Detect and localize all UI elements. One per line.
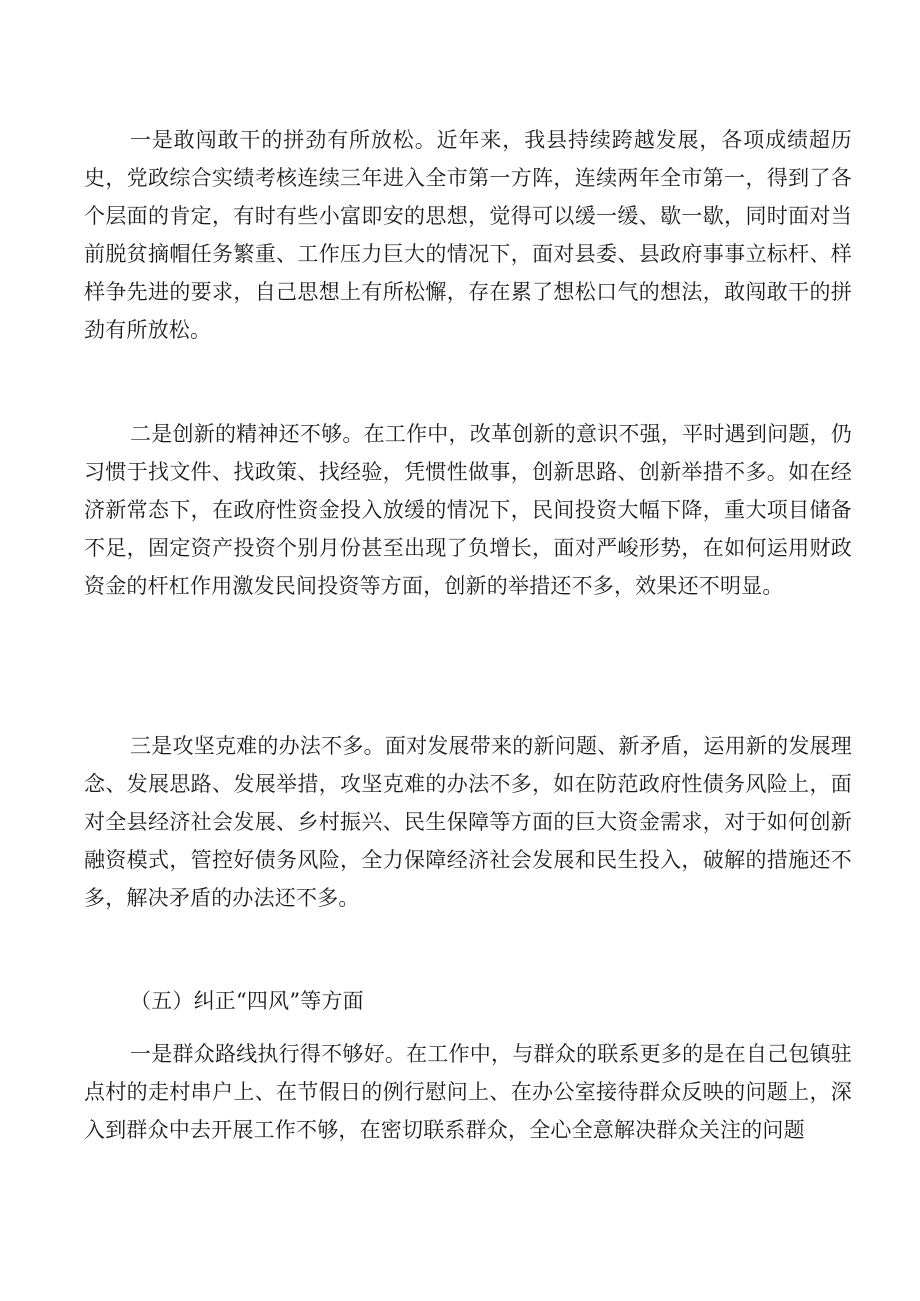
section-heading: （五）纠正“四风”等方面 xyxy=(130,989,364,1013)
paragraph-1: 一是敢闯敢干的拼劲有所放松。近年来，我县持续跨越发展，各项成绩超历史，党政综合实绩考核连续三年进入全市第一方阵，连续两年全市第一，得到了各个层面的肯定，有时有些小富即安的思想，觉得可以缓一缓、歇一歇，同时面对当前脱贫摘帽任务繁重、工作压力巨大的情况下，面对县委、县政府事事立标杆、样样争先进的要求，自己思想上有所松懈，存在累了想松口气的想法，敢闯敢干的拼劲有所放松。 xyxy=(84,128,852,342)
paragraph-3: 三是攻坚克难的办法不多。面对发展带来的新问题、新矛盾，运用新的发展理念、发展思路、发展举措，攻坚克难的办法不多，如在防范政府性债务风险上，面对全县经济社会发展、乡村振兴、民生保障等方面的巨大资金需求，对于如何创新融资模式，管控好债务风险，全力保障经济社会发展和民生投入，破解的措施还不多，解决矛盾的办法还不多。 xyxy=(84,734,852,910)
paragraph-2: 二是创新的精神还不够。在工作中，改革创新的意识不强，平时遇到问题，仍习惯于找文件、找政策、找经验，凭惯性做事，创新思路、创新举措不多。如在经济新常态下，在政府性资金投入放缓的情况下，民间投资大幅下降，重大项目储备不足，固定资产投资个别月份甚至出现了负增长，面对严峻形势，在如何运用财政资金的杆杠作用激发民间投资等方面，创新的举措还不多，效果还不明显。 xyxy=(84,422,852,598)
paragraph-4: 一是群众路线执行得不够好。在工作中，与群众的联系更多的是在自己包镇驻点村的走村串户上、在节假日的例行慰问上、在办公室接待群众反映的问题上，深入到群众中去开展工作不够，在密切联系群众，全心全意解决群众关注的问题 xyxy=(84,1042,852,1142)
